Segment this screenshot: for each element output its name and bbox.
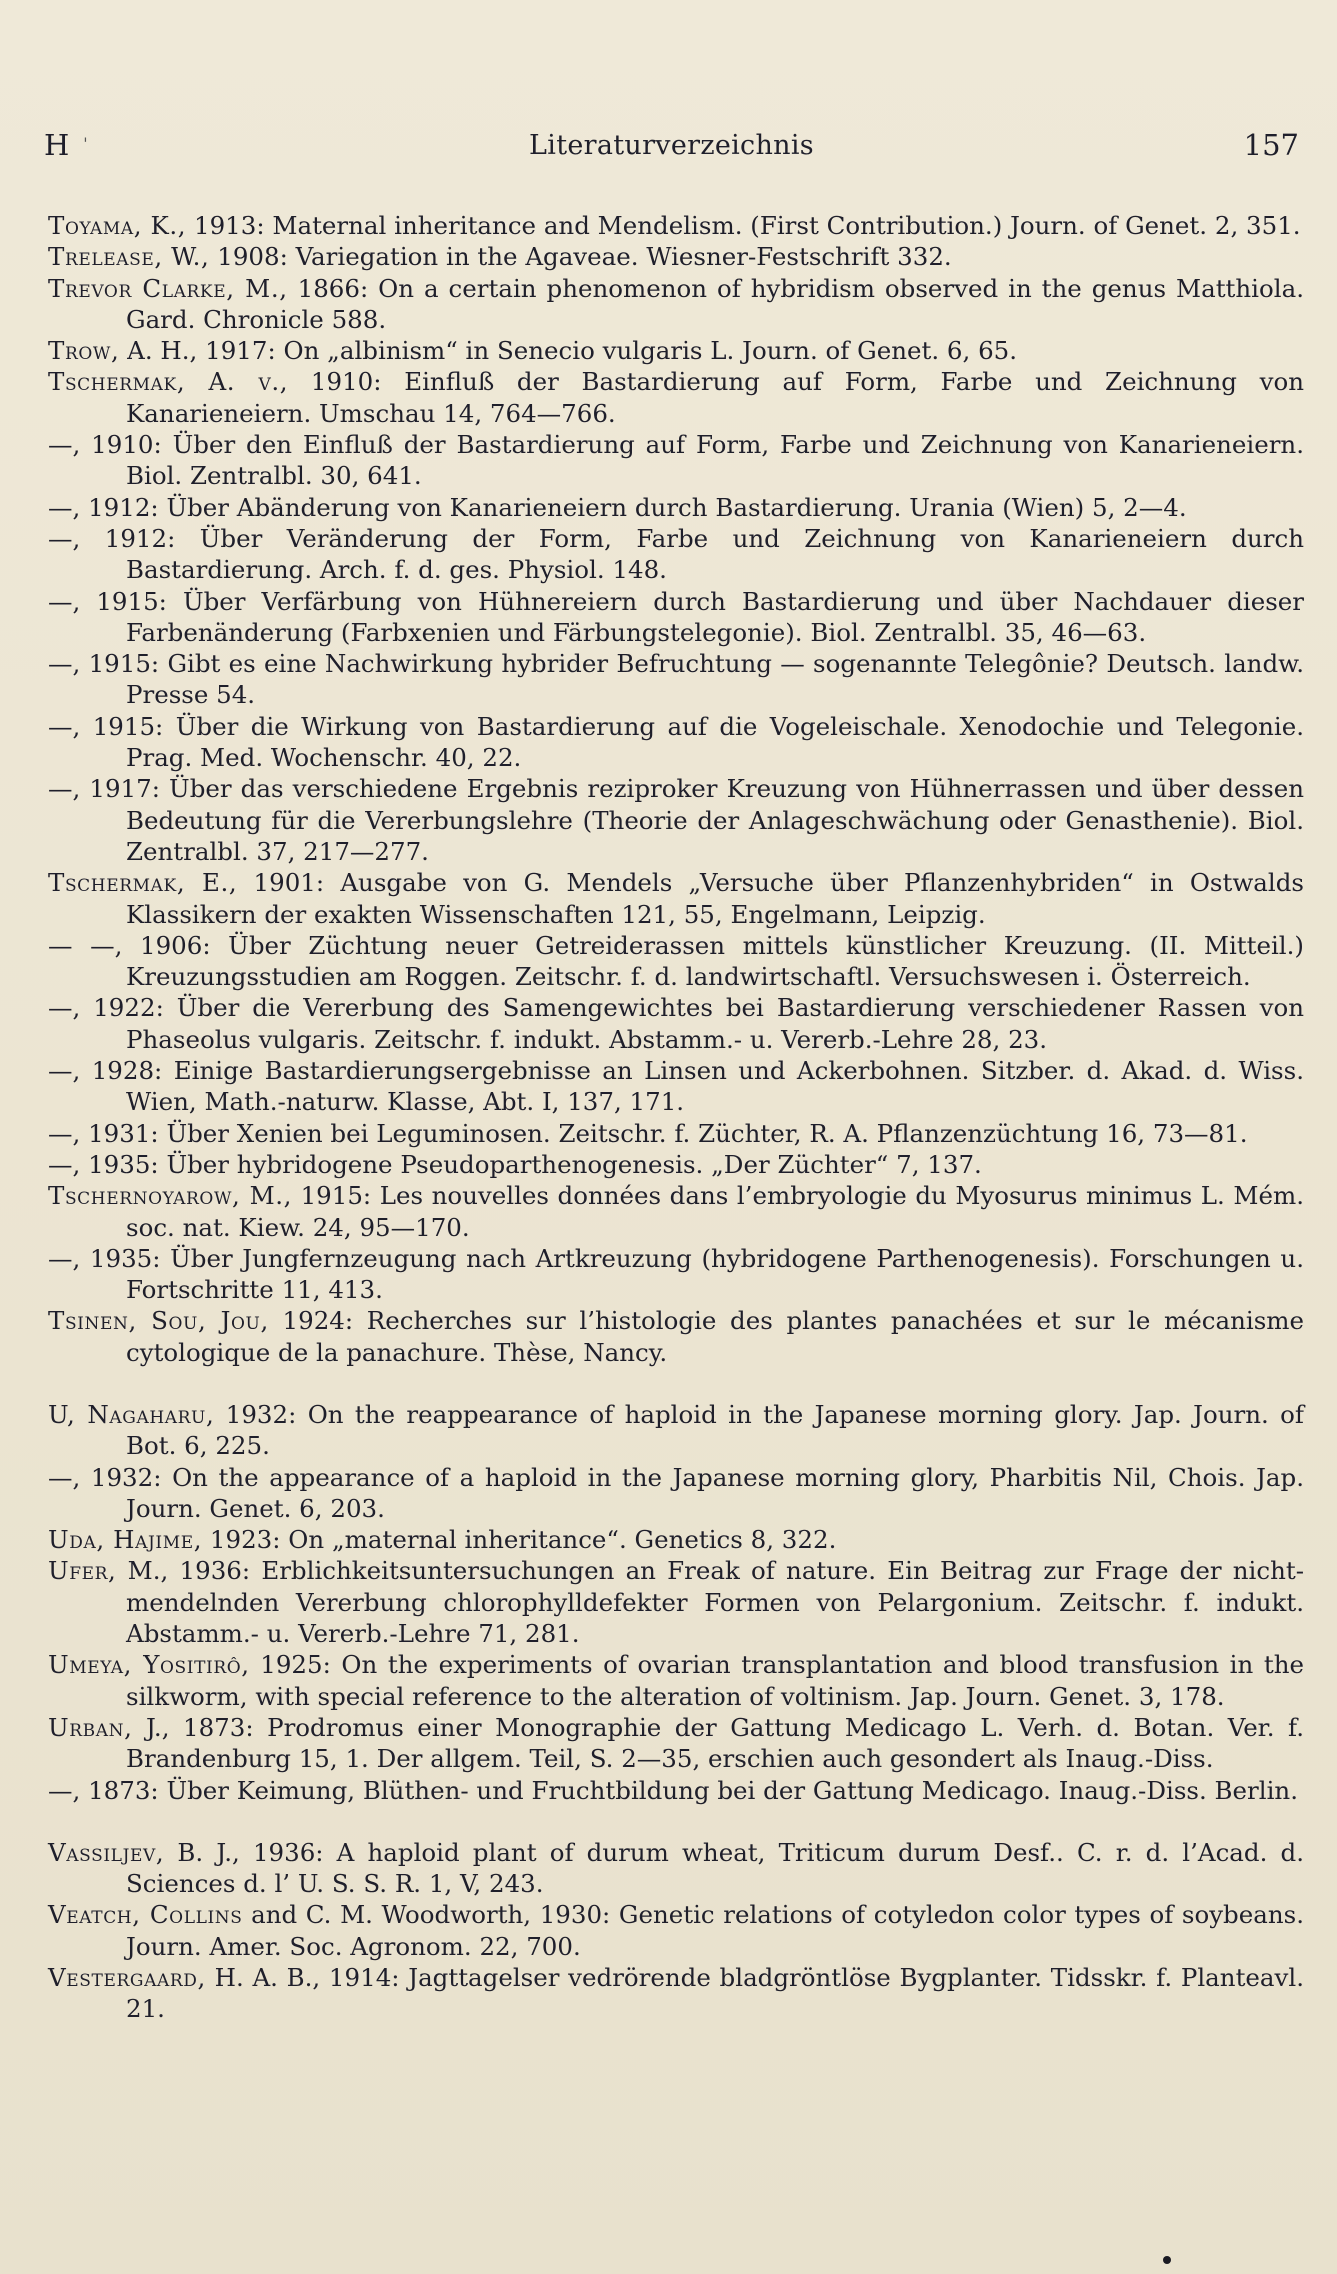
reference-entry: —, 1928: Einige Bastardierungsergebnisse an Linsen und Ackerbohnen. Sitzber. d. Akad. d. Wiss. Wien, Math.-naturw. Klasse, Abt. I, 137, 171. bbox=[48, 1056, 1304, 1117]
reference-entry: —, 1931: Über Xenien bei Leguminosen. Zeitschr. f. Züchter, R. A. Pflanzenzüchtung 16, 73—81. bbox=[48, 1118, 1248, 1148]
reference-entry: Trevor Clarke, M., 1866: On a certain phenomenon of hybridism observed in the genus Matthiola. Gard. Chronicle 588. bbox=[48, 273, 1305, 334]
page-number: 157 bbox=[1243, 128, 1299, 162]
reference-entry: —, 1935: Über hybridogene Pseudoparthenogenesis. „Der Züchter“ 7, 137. bbox=[48, 1149, 982, 1179]
reference-entry: Ufer, M., 1936: Erblichkeitsuntersuchungen an Freak of nature. Ein Beitrag zur Frage der nicht-mendelnden Vererbung chlorophylldefekter Formen von Pelargonium. Zeitschr. f. indukt. Abstamm.- u. Vererb.-Lehre 71, 281. bbox=[48, 1556, 1304, 1649]
reference-entry: Vassiljev, B. J., 1936: A haploid plant of durum wheat, Triticum durum Desf.. C. r. d. l’Acad. d. Sciences d. l’ U. S. S. R. 1, V, 243. bbox=[48, 1837, 1304, 1899]
ink-speck bbox=[1163, 2256, 1171, 2264]
reference-entry: —, 1912: Über Veränderung der Form, Farbe und Zeichnung von Kanarieneiern durch Bastardierung. Arch. f. d. ges. Physiol. 148. bbox=[48, 523, 1304, 585]
header-tick: ' bbox=[83, 134, 88, 153]
reference-entry: —, 1912: Über Abänderung von Kanarieneiern durch Bastardierung. Urania (Wien) 5, 2—4. bbox=[48, 492, 1187, 522]
reference-entry: — —, 1906: Über Züchtung neuer Getreiderassen mittels künstlicher Kreuzung. (II. Mitteil.) Kreuzungsstudien am Roggen. Zeitschr. f. d. landwirtschaftl. Versuchswesen i. Österreich. bbox=[48, 930, 1304, 992]
reference-entry: Urban, J., 1873: Prodromus einer Monographie der Gattung Medicago L. Verh. d. Botan. Ver. f. Brandenburg 15, 1. Der allgem. Teil, S. 2—35, erschien auch gesondert als Inaug.-Diss. bbox=[48, 1712, 1304, 1774]
running-title: Literaturverzeichnis bbox=[529, 130, 814, 161]
reference-entry: Uda, Hajime, 1923: On „maternal inheritance“. Genetics 8, 322. bbox=[48, 1525, 837, 1555]
reference-entry: —, 1910: Über den Einfluß der Bastardierung auf Form, Farbe und Zeichnung von Kanarieneiern. Biol. Zentralbl. 30, 641. bbox=[48, 430, 1304, 491]
section-gap bbox=[48, 1806, 1304, 1837]
reference-entry: —, 1915: Gibt es eine Nachwirkung hybrider Befruchtung — sogenannte Telegônie? Deutsch. landw. Presse 54. bbox=[48, 649, 1304, 710]
reference-entry: —, 1915: Über die Wirkung von Bastardierung auf die Vogeleischale. Xenodochie und Telegonie. Prag. Med. Wochenschr. 40, 22. bbox=[48, 711, 1304, 773]
reference-entry: Veatch, Collins and C. M. Woodworth, 1930: Genetic relations of cotyledon color types of soybeans. Journ. Amer. Soc. Agronom. 22, 700. bbox=[48, 1900, 1304, 1961]
reference-entry: U, Nagaharu, 1932: On the reappearance of haploid in the Japanese morning glory. Jap. Journ. of Bot. 6, 225. bbox=[48, 1399, 1305, 1461]
reference-entry: —, 1932: On the appearance of a haploid in the Japanese morning glory, Pharbitis Nil, Chois. Jap. Journ. Genet. 6, 203. bbox=[48, 1462, 1304, 1523]
reference-entry: Vestergaard, H. A. B., 1914: Jagttagelser vedrörende bladgröntlöse Bygplanter. Tidsskr. f. Planteavl. 21. bbox=[48, 1963, 1304, 2024]
reference-entry: Tschermak, E., 1901: Ausgabe von G. Mendels „Versuche über Pflanzenhybriden“ in Ostwalds Klassikern der exakten Wissenschaften 121, 55, Engelmann, Leipzig. bbox=[48, 868, 1304, 929]
reference-entry: Trow, A. H., 1917: On „albinism“ in Senecio vulgaris L. Journ. of Genet. 6, 65. bbox=[48, 336, 1018, 366]
reference-entry: Tsinen, Sou, Jou, 1924: Recherches sur l’histologie des plantes panachées et sur le mécanisme cytologique de la panachure. Thèse, Nancy. bbox=[48, 1306, 1305, 1367]
reference-entry: —, 1915: Über Verfärbung von Hühnereiern durch Bastardierung und über Nachdauer dieser Farbenänderung (Farbxenien und Färbungstelegonie). Biol. Zentralbl. 35, 46—63. bbox=[48, 586, 1304, 647]
reference-entry: Trelease, W., 1908: Variegation in the Agaveae. Wiesner-Festschrift 332. bbox=[48, 242, 952, 272]
reference-entry: Toyama, K., 1913: Maternal inheritance and Mendelism. (First Contribution.) Journ. of Genet. 2, 351. bbox=[48, 211, 1301, 240]
reference-entry: Tschernoyarow, M., 1915: Les nouvelles données dans l’embryologie du Myosurus minimus L. Mém. soc. nat. Kiew. 24, 95—170. bbox=[48, 1181, 1304, 1242]
reference-entry: Tschermak, A. v., 1910: Einfluß der Bastardierung auf Form, Farbe und Zeichnung von Kanarieneiern. Umschau 14, 764—766. bbox=[48, 367, 1305, 428]
reference-entry: —, 1917: Über das verschiedene Ergebnis reziproker Kreuzung von Hühnerrassen und über dessen Bedeutung für die Vererbungslehre (Theorie der Anlageschwächung oder Genasthenie). Biol. Zentralbl. 37, 217—277. bbox=[48, 774, 1304, 866]
reference-entry: —, 1935: Über Jungfernzeugung nach Artkreuzung (hybridogene Parthenogenesis). Forschungen u. Fortschritte 11, 413. bbox=[48, 1243, 1304, 1305]
reference-entry: —, 1873: Über Keimung, Blüthen- und Fruchtbildung bei der Gattung Medicago. Inaug.-Diss. Berlin. bbox=[48, 1775, 1298, 1805]
section-letter: H ' bbox=[44, 128, 88, 162]
section-gap bbox=[48, 1368, 1304, 1399]
reference-entry: Umeya, Yositirô, 1925: On the experiments of ovarian transplantation and blood transfusion in the silkworm, with special reference to the alteration of voltinism. Jap. Journ. Genet. 3, 178. bbox=[48, 1650, 1304, 1711]
reference-entry: —, 1922: Über die Vererbung des Samengewichtes bei Bastardierung verschiedener Rassen von Phaseolus vulgaris. Zeitschr. f. indukt. Abstamm.- u. Vererb.-Lehre 28, 23. bbox=[48, 993, 1304, 1054]
reference-list bbox=[48, 210, 1304, 2025]
running-header bbox=[44, 128, 1299, 168]
